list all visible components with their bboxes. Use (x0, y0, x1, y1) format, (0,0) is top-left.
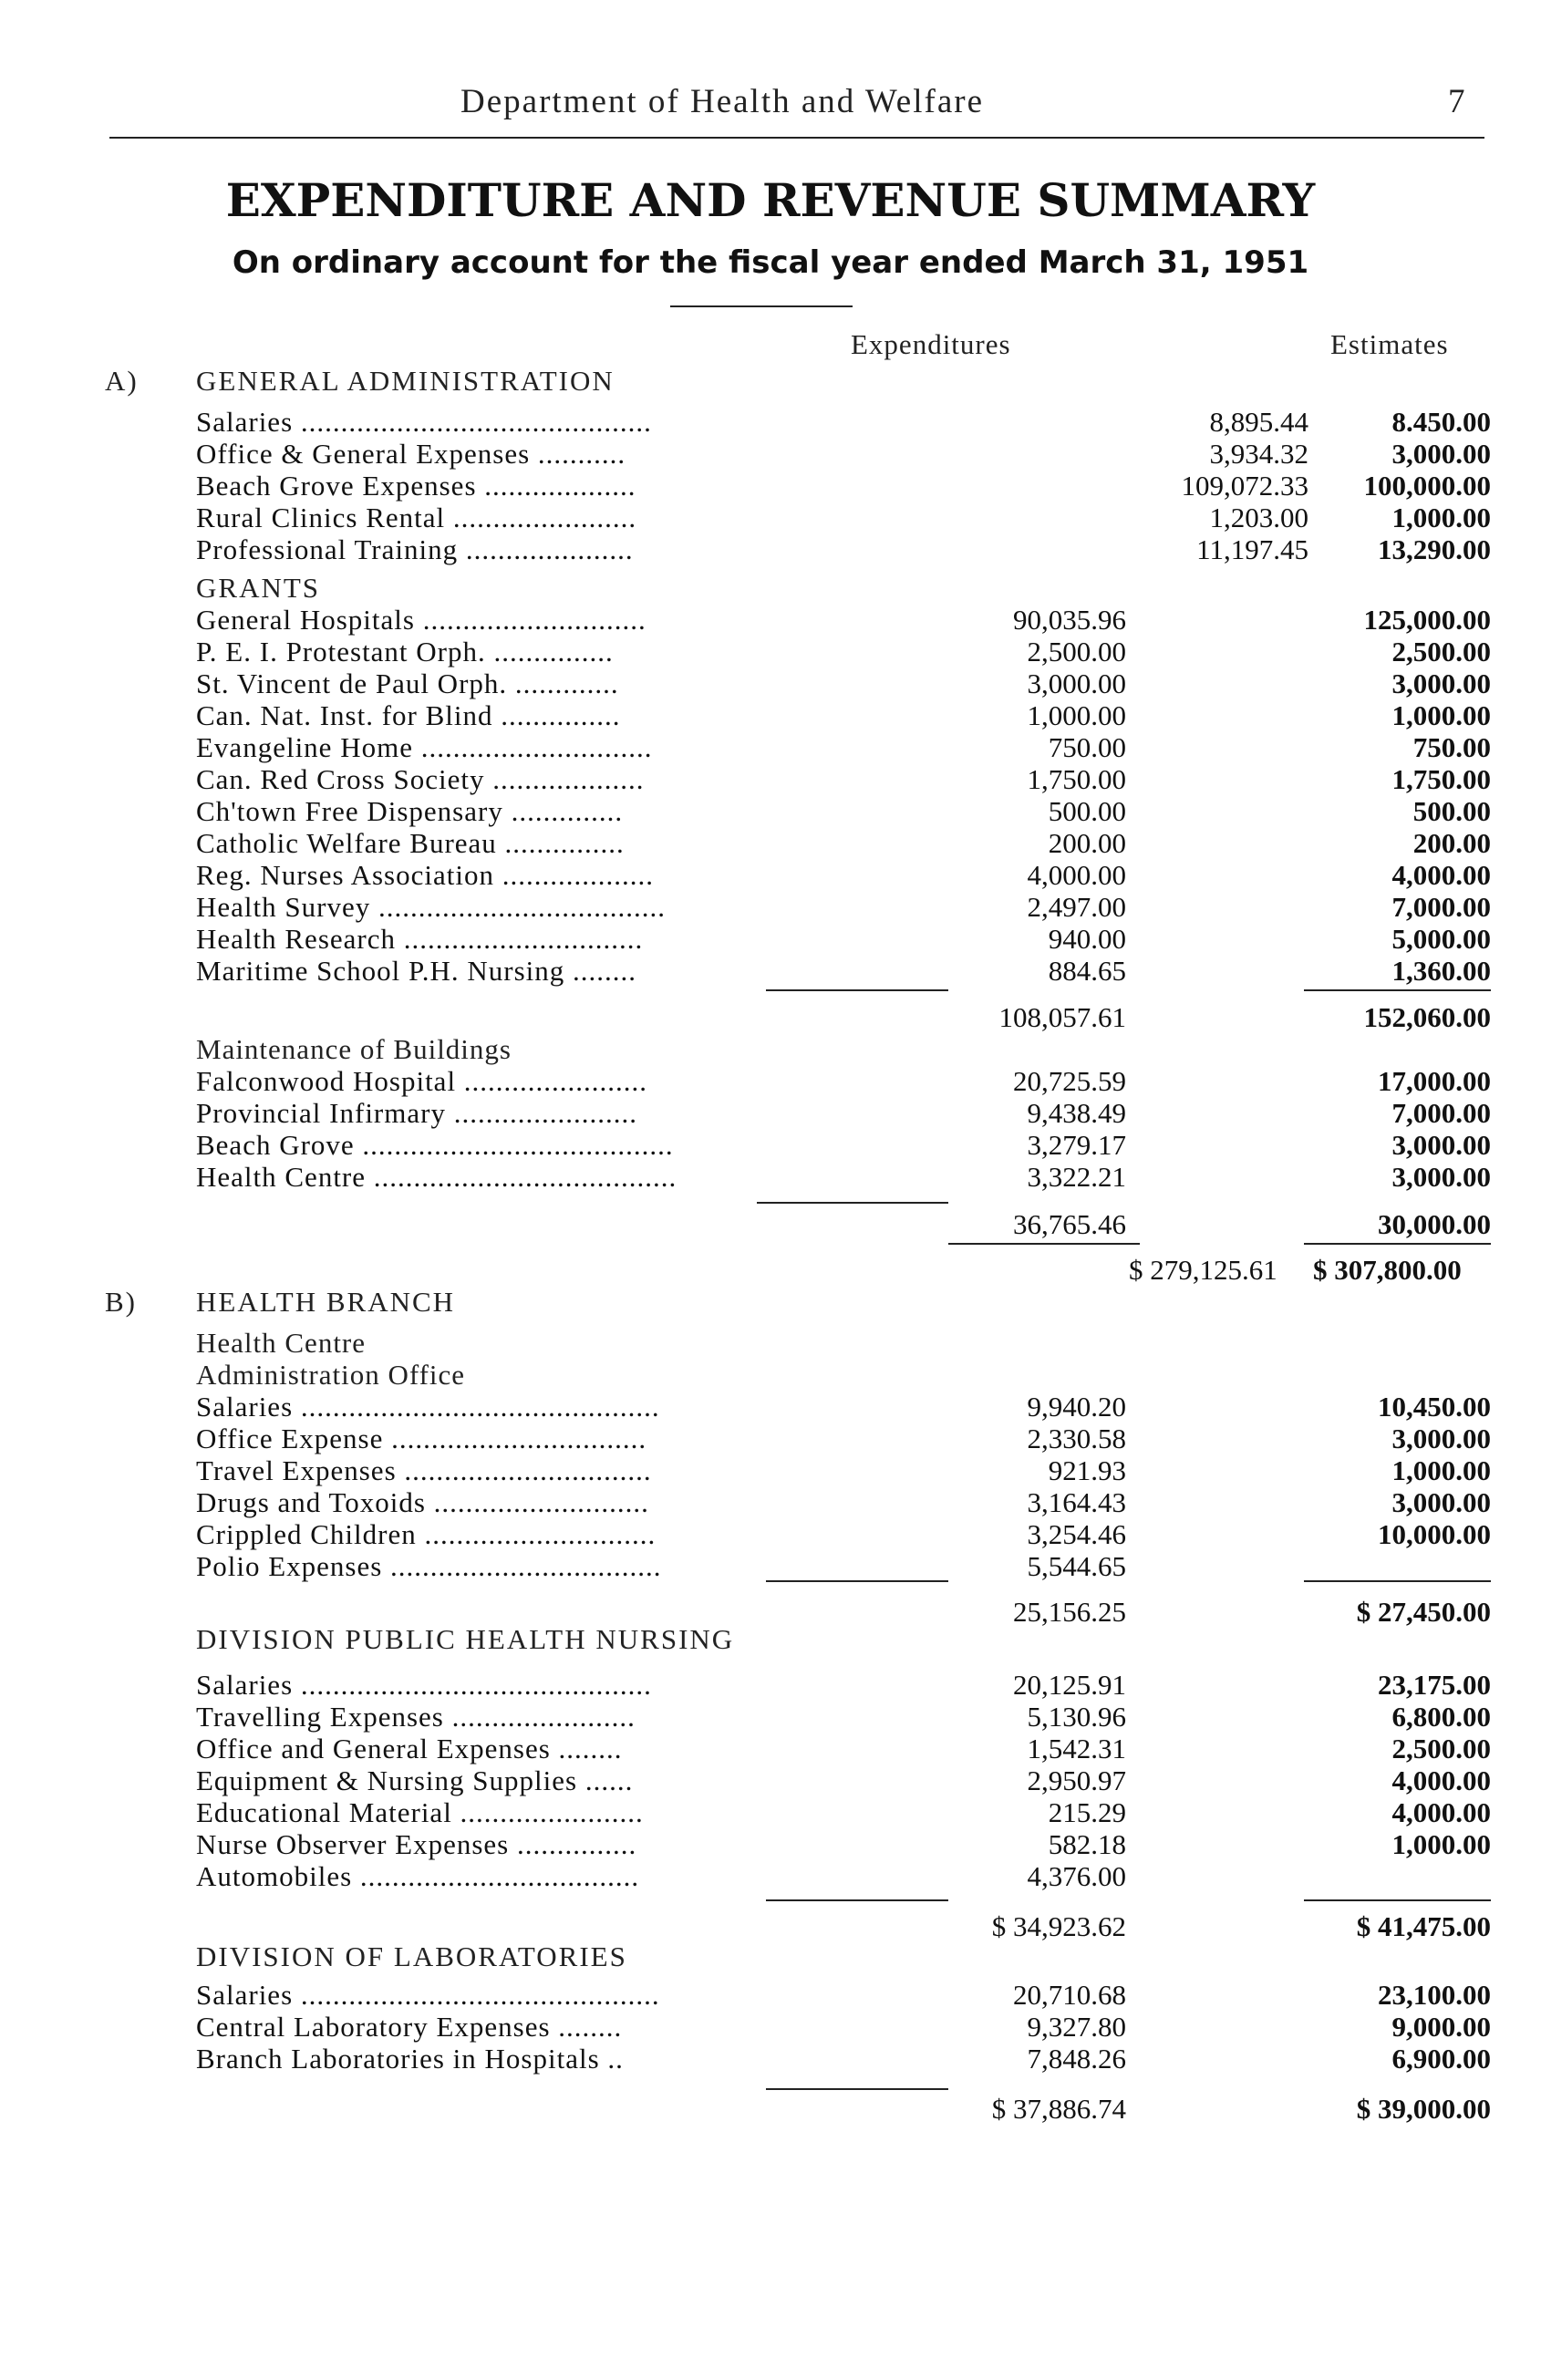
general-admin-estimate: 1,000.00 (1391, 502, 1491, 533)
grant-name: P. E. I. Protestant Orph. ............... (196, 636, 614, 667)
grant-row (196, 955, 1491, 987)
health-centre-amount: 921.93 (1048, 1454, 1126, 1486)
grants-subtotal-rule (766, 989, 948, 991)
health-centre-subtotal-rule (766, 1580, 948, 1582)
nursing-estimate-rule (1304, 1899, 1491, 1901)
grant-amount: 500.00 (1048, 795, 1126, 827)
grant-row (196, 827, 1491, 859)
grant-estimate: 500.00 (1412, 795, 1491, 827)
grant-row (196, 636, 1491, 667)
maintenance-row (196, 1161, 1491, 1193)
health-centre-amount: 9,940.20 (1027, 1391, 1126, 1423)
grant-name: Can. Red Cross Society ................... (196, 763, 645, 795)
grant-amount: 2,497.00 (1027, 891, 1126, 923)
grant-name: Catholic Welfare Bureau ............... (196, 827, 625, 859)
grant-name: Evangeline Home ............................. (196, 731, 653, 763)
nursing-total: $ 34,923.62 (991, 1910, 1126, 1942)
general-admin-estimate: 100,000.00 (1363, 470, 1491, 502)
section-a-grand-estimate: $ 307,800.00 (1313, 1254, 1462, 1286)
nursing-name: Automobiles ................................... (196, 1860, 640, 1892)
section-a-title: GENERAL ADMINISTRATION (196, 365, 615, 397)
maintenance-amount: 20,725.59 (1013, 1065, 1126, 1097)
grant-name: Health Research .............................. (196, 923, 644, 955)
laboratory-amount: 9,327.80 (1027, 2011, 1126, 2043)
nursing-row (196, 1701, 1491, 1733)
grant-amount: 4,000.00 (1027, 859, 1126, 891)
health-centre-amount: 5,544.65 (1027, 1550, 1126, 1582)
health-centre-name: Crippled Children ............................. (196, 1518, 657, 1550)
laboratories-total: $ 37,886.74 (991, 2093, 1126, 2125)
health-centre-row (196, 1550, 1491, 1582)
grant-name: St. Vincent de Paul Orph. ............. (196, 667, 619, 699)
maintenance-name: Beach Grove ....................................... (196, 1129, 674, 1161)
maintenance-row (196, 1129, 1491, 1161)
section-a-marker: A) (105, 365, 139, 397)
grant-row (196, 923, 1491, 955)
nursing-amount: 2,950.97 (1027, 1764, 1126, 1796)
health-centre-amount: 3,254.46 (1027, 1518, 1126, 1550)
running-header-title: Department of Health and Welfare (460, 83, 984, 120)
general-admin-amount: 3,934.32 (1209, 438, 1308, 470)
grant-name: Can. Nat. Inst. for Blind ............... (196, 699, 621, 731)
grant-amount: 90,035.96 (1013, 604, 1126, 636)
grant-amount: 200.00 (1048, 827, 1126, 859)
grant-row (196, 763, 1491, 795)
grants-total-row (196, 1001, 1491, 1033)
health-centre-name: Travel Expenses ............................... (196, 1454, 652, 1486)
grants-title: GRANTS (196, 572, 321, 604)
nursing-estimate: 1,000.00 (1391, 1828, 1491, 1860)
laboratories-subtotal-rule (766, 2088, 948, 2090)
general-admin-name: Professional Training ..................... (196, 533, 634, 565)
general-admin-name: Salaries ............................................ (196, 406, 652, 438)
nursing-amount: 5,130.96 (1027, 1701, 1126, 1733)
health-centre-estimate-rule (1304, 1580, 1491, 1582)
nursing-name: Nurse Observer Expenses ............... (196, 1828, 637, 1860)
grant-name: Maritime School P.H. Nursing ........ (196, 955, 637, 987)
maintenance-estimate: 7,000.00 (1391, 1097, 1491, 1129)
nursing-name: Equipment & Nursing Supplies ...... (196, 1764, 634, 1796)
maintenance-name: Health Centre ...................................... (196, 1161, 677, 1193)
health-centre-row (196, 1423, 1491, 1454)
laboratory-amount: 20,710.68 (1013, 1979, 1126, 2011)
nursing-amount: 582.18 (1048, 1828, 1126, 1860)
section-b-title: HEALTH BRANCH (196, 1286, 456, 1318)
grant-estimate: 7,000.00 (1391, 891, 1491, 923)
grant-row (196, 891, 1491, 923)
grant-row (196, 667, 1491, 699)
grant-estimate: 750.00 (1412, 731, 1491, 763)
grants-total: 108,057.61 (998, 1001, 1126, 1033)
health-centre-estimate: 10,450.00 (1378, 1391, 1491, 1423)
health-centre-name: Office Expense ................................ (196, 1423, 647, 1454)
health-centre-estimate: 3,000.00 (1391, 1486, 1491, 1518)
grant-amount: 884.65 (1048, 955, 1126, 987)
grant-name: Ch'town Free Dispensary .............. (196, 795, 624, 827)
health-centre-estimate: 10,000.00 (1378, 1518, 1491, 1550)
nursing-row (196, 1733, 1491, 1764)
health-centre-name: Polio Expenses .................................. (196, 1550, 662, 1582)
grant-estimate: 5,000.00 (1391, 923, 1491, 955)
maintenance-estimate-total: 30,000.00 (1378, 1208, 1491, 1240)
general-admin-row (196, 438, 1491, 470)
grant-estimate: 125,000.00 (1363, 604, 1491, 636)
nursing-estimate: 6,800.00 (1391, 1701, 1491, 1733)
section-b-marker: B) (105, 1286, 137, 1318)
maintenance-row (196, 1097, 1491, 1129)
general-admin-name: Beach Grove Expenses ................... (196, 470, 636, 502)
health-centre-total: 25,156.25 (1013, 1596, 1126, 1628)
health-centre-row (196, 1518, 1491, 1550)
column-header-expenditures: Expenditures (851, 328, 1011, 360)
grant-amount: 3,000.00 (1027, 667, 1126, 699)
nursing-estimate: 2,500.00 (1391, 1733, 1491, 1764)
nursing-amount: 20,125.91 (1013, 1669, 1126, 1701)
maintenance-total: 36,765.46 (1013, 1208, 1126, 1240)
grant-name: Health Survey .................................... (196, 891, 666, 923)
laboratory-amount: 7,848.26 (1027, 2043, 1126, 2075)
laboratory-name: Branch Laboratories in Hospitals .. (196, 2043, 624, 2075)
health-centre-name: Salaries ............................................. (196, 1391, 660, 1423)
general-admin-estimate: 3,000.00 (1391, 438, 1491, 470)
grants-estimate-total: 152,060.00 (1363, 1001, 1491, 1033)
column-header-estimates: Estimates (1330, 328, 1449, 360)
page-number: 7 (1448, 83, 1467, 120)
report-title: EXPENDITURE AND REVENUE SUMMARY (225, 173, 1316, 227)
laboratory-name: Salaries ............................................. (196, 1979, 660, 2011)
section-a-grand-total: $ 279,125.61 (1129, 1254, 1277, 1286)
grant-amount: 750.00 (1048, 731, 1126, 763)
laboratory-estimate: 9,000.00 (1391, 2011, 1491, 2043)
grant-estimate: 1,000.00 (1391, 699, 1491, 731)
general-admin-row (196, 533, 1491, 565)
grant-amount: 1,000.00 (1027, 699, 1126, 731)
nursing-amount: 215.29 (1048, 1796, 1126, 1828)
nursing-estimate: 23,175.00 (1378, 1669, 1491, 1701)
health-centre-row (196, 1391, 1491, 1423)
nursing-estimate: 4,000.00 (1391, 1796, 1491, 1828)
grant-estimate: 200.00 (1412, 827, 1491, 859)
general-admin-estimate: 8.450.00 (1391, 406, 1491, 438)
nursing-subtotal-rule (766, 1899, 948, 1901)
maintenance-name: Provincial Infirmary ....................... (196, 1097, 637, 1129)
grant-name: General Hospitals ............................ (196, 604, 646, 636)
grant-estimate: 3,000.00 (1391, 667, 1491, 699)
grant-row (196, 604, 1491, 636)
nursing-estimate: 4,000.00 (1391, 1764, 1491, 1796)
general-admin-row (196, 406, 1491, 438)
nursing-amount: 4,376.00 (1027, 1860, 1126, 1892)
laboratory-row (196, 2043, 1491, 2075)
nursing-row (196, 1828, 1491, 1860)
maintenance-estimate: 3,000.00 (1391, 1161, 1491, 1193)
section-a-estimate-rule (1304, 1243, 1491, 1245)
laboratory-row (196, 1979, 1491, 2011)
health-centre-estimate-total: $ 27,450.00 (1356, 1596, 1491, 1628)
general-admin-row (196, 470, 1491, 502)
health-centre-title: Health Centre (196, 1327, 367, 1359)
maintenance-amount: 9,438.49 (1027, 1097, 1126, 1129)
grant-amount: 1,750.00 (1027, 763, 1126, 795)
nursing-division-title: DIVISION PUBLIC HEALTH NURSING (196, 1623, 735, 1655)
nursing-name: Educational Material ....................... (196, 1796, 644, 1828)
general-admin-row (196, 502, 1491, 533)
general-admin-amount: 8,895.44 (1209, 406, 1308, 438)
maintenance-subtotal-rule (757, 1202, 948, 1204)
maintenance-amount: 3,322.21 (1027, 1161, 1126, 1193)
grant-estimate: 1,360.00 (1391, 955, 1491, 987)
grant-amount: 940.00 (1048, 923, 1126, 955)
nursing-row (196, 1764, 1491, 1796)
laboratory-estimate: 23,100.00 (1378, 1979, 1491, 2011)
general-admin-amount: 1,203.00 (1209, 502, 1308, 533)
grant-name: Reg. Nurses Association ................... (196, 859, 654, 891)
laboratory-row (196, 2011, 1491, 2043)
general-admin-amount: 11,197.45 (1196, 533, 1308, 565)
laboratory-estimate: 6,900.00 (1391, 2043, 1491, 2075)
health-centre-row (196, 1454, 1491, 1486)
laboratory-name: Central Laboratory Expenses ........ (196, 2011, 623, 2043)
grant-estimate: 4,000.00 (1391, 859, 1491, 891)
maintenance-total-row (196, 1208, 1491, 1240)
maintenance-estimate: 3,000.00 (1391, 1129, 1491, 1161)
maintenance-estimate: 17,000.00 (1378, 1065, 1491, 1097)
health-centre-estimate: 1,000.00 (1391, 1454, 1491, 1486)
general-admin-name: Rural Clinics Rental ....................... (196, 502, 637, 533)
grant-amount: 2,500.00 (1027, 636, 1126, 667)
administration-office-title: Administration Office (196, 1359, 466, 1391)
nursing-row (196, 1796, 1491, 1828)
health-centre-estimate: 3,000.00 (1391, 1423, 1491, 1454)
grant-row (196, 731, 1491, 763)
health-centre-amount: 3,164.43 (1027, 1486, 1126, 1518)
title-divider (670, 305, 853, 307)
grant-estimate: 2,500.00 (1391, 636, 1491, 667)
health-centre-row (196, 1486, 1491, 1518)
header-rule (109, 137, 1484, 139)
general-admin-amount: 109,072.33 (1181, 470, 1308, 502)
report-subtitle: On ordinary account for the fiscal year ended March 31, 1951 (232, 244, 1309, 281)
health-centre-name: Drugs and Toxoids ........................... (196, 1486, 649, 1518)
grant-row (196, 699, 1491, 731)
nursing-name: Travelling Expenses ....................... (196, 1701, 636, 1733)
maintenance-amount: 3,279.17 (1027, 1129, 1126, 1161)
general-admin-estimate: 13,290.00 (1378, 533, 1491, 565)
laboratories-division-title: DIVISION OF LABORATORIES (196, 1940, 627, 1972)
grant-row (196, 859, 1491, 891)
nursing-estimate-total: $ 41,475.00 (1356, 1910, 1491, 1942)
health-centre-amount: 2,330.58 (1027, 1423, 1126, 1454)
laboratories-estimate-total: $ 39,000.00 (1356, 2093, 1491, 2125)
nursing-total-row (196, 1910, 1491, 1942)
maintenance-row (196, 1065, 1491, 1097)
nursing-row (196, 1669, 1491, 1701)
section-a-total-rule (948, 1243, 1140, 1245)
nursing-name: Office and General Expenses ........ (196, 1733, 623, 1764)
nursing-name: Salaries ............................................ (196, 1669, 652, 1701)
grant-estimate: 1,750.00 (1391, 763, 1491, 795)
maintenance-title: Maintenance of Buildings (196, 1033, 512, 1065)
laboratories-total-row (196, 2093, 1491, 2125)
nursing-row (196, 1860, 1491, 1892)
maintenance-name: Falconwood Hospital ....................... (196, 1065, 648, 1097)
nursing-amount: 1,542.31 (1027, 1733, 1126, 1764)
grants-estimate-rule (1304, 989, 1491, 991)
general-admin-name: Office & General Expenses ........... (196, 438, 626, 470)
grant-row (196, 795, 1491, 827)
